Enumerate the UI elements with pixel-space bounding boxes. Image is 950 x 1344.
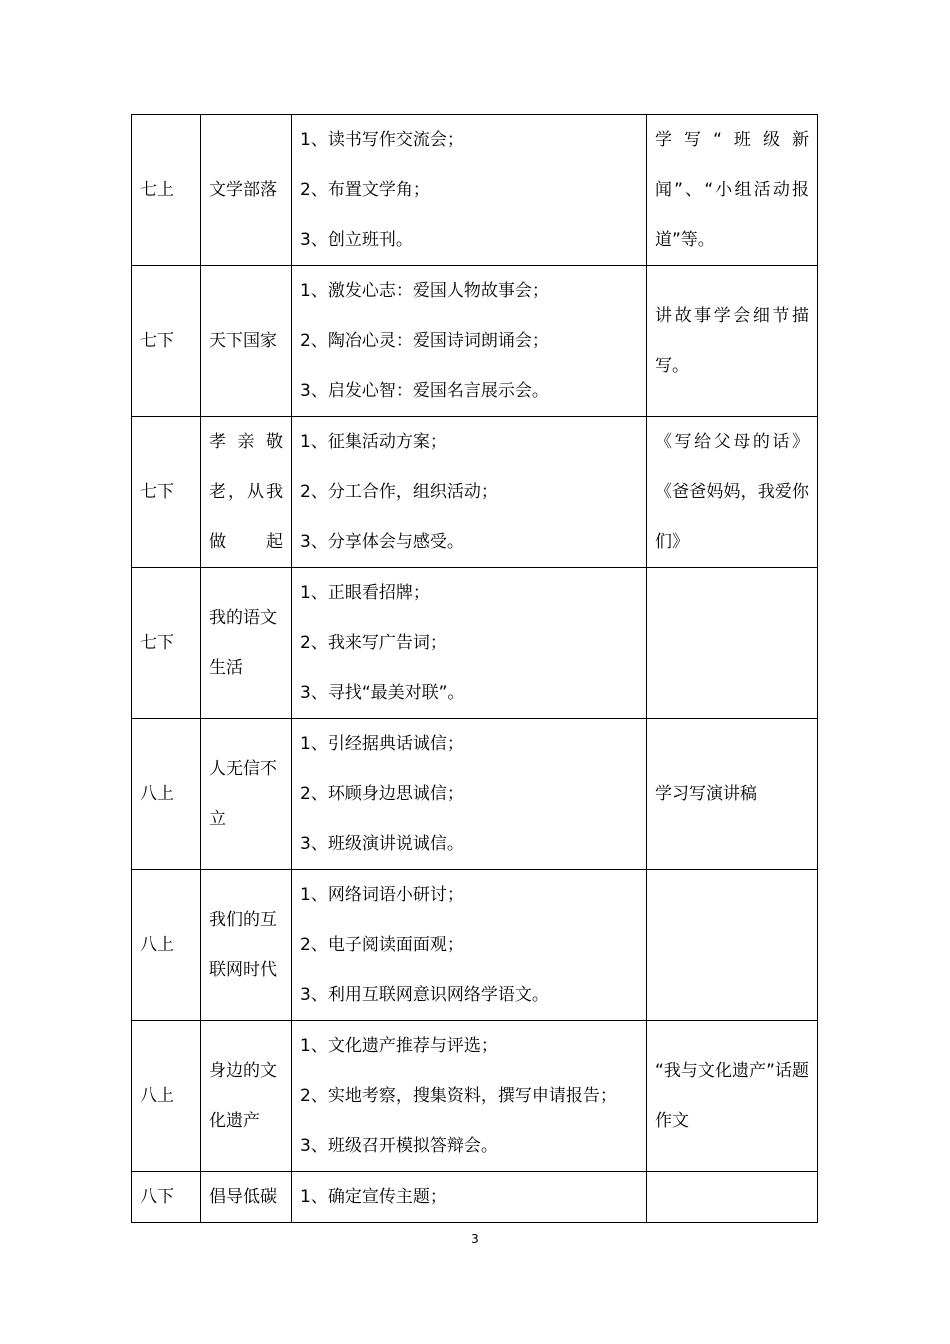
page-number: 3 bbox=[471, 1232, 479, 1246]
grade-cell bbox=[132, 1021, 201, 1172]
grade-cell bbox=[132, 719, 201, 870]
activities-cell bbox=[292, 568, 647, 719]
activity-item: 1、征集活动方案； bbox=[300, 432, 447, 452]
theme-cell bbox=[201, 719, 292, 870]
table-row bbox=[132, 1172, 818, 1223]
theme-text: 身边的文化遗产 bbox=[209, 1061, 277, 1131]
writing-text: 学习写演讲稿 bbox=[655, 784, 757, 804]
activities-cell bbox=[292, 266, 647, 417]
grade-cell bbox=[132, 115, 201, 266]
theme-text: 文学部落 bbox=[209, 180, 277, 200]
writing-cell bbox=[647, 417, 818, 568]
activity-item: 1、读书写作交流会； bbox=[300, 130, 464, 150]
activity-item: 2、实地考察，搜集资料，撰写申请报告； bbox=[300, 1086, 617, 1106]
activity-item: 1、正眼看招牌； bbox=[300, 583, 430, 603]
grade-cell bbox=[132, 266, 201, 417]
theme-cell bbox=[201, 870, 292, 1021]
grade-cell bbox=[132, 568, 201, 719]
theme-text: 我们的互联网时代 bbox=[209, 910, 277, 980]
activities-cell bbox=[292, 870, 647, 1021]
grade-text: 七下 bbox=[140, 633, 174, 653]
theme-text: 倡导低碳 bbox=[209, 1187, 277, 1207]
writing-cell bbox=[647, 870, 818, 1021]
activity-item: 3、利用互联网意识网络学语文。 bbox=[300, 985, 549, 1005]
theme-text: 人无信不立 bbox=[209, 759, 277, 829]
activity-item: 2、陶冶心灵：爱国诗词朗诵会； bbox=[300, 331, 549, 351]
grade-cell bbox=[132, 1172, 201, 1223]
table-row bbox=[132, 266, 818, 417]
activities-cell bbox=[292, 115, 647, 266]
table-row bbox=[132, 870, 818, 1021]
activity-item: 3、班级召开模拟答辩会。 bbox=[300, 1136, 498, 1156]
grade-text: 八上 bbox=[140, 935, 174, 955]
writing-cell bbox=[647, 719, 818, 870]
grade-text: 八上 bbox=[140, 1086, 174, 1106]
grade-cell bbox=[132, 417, 201, 568]
theme-text: 我的语文生活 bbox=[209, 608, 277, 678]
activity-item: 1、激发心志：爱国人物故事会； bbox=[300, 281, 549, 301]
activity-item: 2、电子阅读面面观； bbox=[300, 935, 464, 955]
grade-cell bbox=[132, 870, 201, 1021]
activity-item: 1、文化遗产推荐与评选； bbox=[300, 1036, 498, 1056]
theme-text: 孝亲敬老，从我做起 bbox=[209, 432, 283, 552]
activity-item: 3、创立班刊。 bbox=[300, 230, 413, 250]
writing-cell bbox=[647, 1021, 818, 1172]
writing-cell bbox=[647, 568, 818, 719]
table-row bbox=[132, 1021, 818, 1172]
table-row bbox=[132, 417, 818, 568]
theme-cell bbox=[201, 417, 292, 568]
theme-cell bbox=[201, 568, 292, 719]
theme-cell bbox=[201, 266, 292, 417]
grade-text: 七下 bbox=[140, 482, 174, 502]
theme-cell bbox=[201, 115, 292, 266]
grade-text: 八上 bbox=[140, 784, 174, 804]
activity-item: 3、分享体会与感受。 bbox=[300, 532, 464, 552]
activity-item: 3、寻找“最美对联”。 bbox=[300, 683, 465, 703]
writing-text: 学写“班级新闻”、“小组活动报道”等。 bbox=[655, 130, 809, 250]
writing-text: 讲故事学会细节描写。 bbox=[655, 306, 809, 376]
activity-item: 1、确定宣传主题； bbox=[300, 1187, 447, 1207]
activity-item: 2、我来写广告词； bbox=[300, 633, 447, 653]
activities-cell bbox=[292, 1172, 647, 1223]
grade-text: 七上 bbox=[140, 180, 174, 200]
activities-cell bbox=[292, 417, 647, 568]
writing-cell bbox=[647, 115, 818, 266]
activity-item: 1、网络词语小研讨； bbox=[300, 885, 464, 905]
grade-text: 七下 bbox=[140, 331, 174, 351]
theme-cell bbox=[201, 1021, 292, 1172]
theme-cell bbox=[201, 1172, 292, 1223]
table-row bbox=[132, 115, 818, 266]
activity-item: 2、环顾身边思诚信； bbox=[300, 784, 464, 804]
table-row bbox=[132, 719, 818, 870]
activity-item: 2、布置文学角； bbox=[300, 180, 430, 200]
activities-cell bbox=[292, 719, 647, 870]
writing-cell bbox=[647, 266, 818, 417]
activity-item: 2、分工合作，组织活动； bbox=[300, 482, 498, 502]
activity-item: 3、班级演讲说诚信。 bbox=[300, 834, 464, 854]
table-row bbox=[132, 568, 818, 719]
writing-cell bbox=[647, 1172, 818, 1223]
activity-item: 1、引经据典话诚信； bbox=[300, 734, 464, 754]
activity-item: 3、启发心智：爱国名言展示会。 bbox=[300, 381, 549, 401]
theme-text: 天下国家 bbox=[209, 331, 277, 351]
activities-cell bbox=[292, 1021, 647, 1172]
activity-plan-table bbox=[131, 114, 818, 1223]
grade-text: 八下 bbox=[140, 1187, 174, 1207]
writing-text: “我与文化遗产”话题作文 bbox=[655, 1061, 809, 1131]
writing-text: 《写给父母的话》《爸爸妈妈，我爱你们》 bbox=[655, 432, 809, 552]
